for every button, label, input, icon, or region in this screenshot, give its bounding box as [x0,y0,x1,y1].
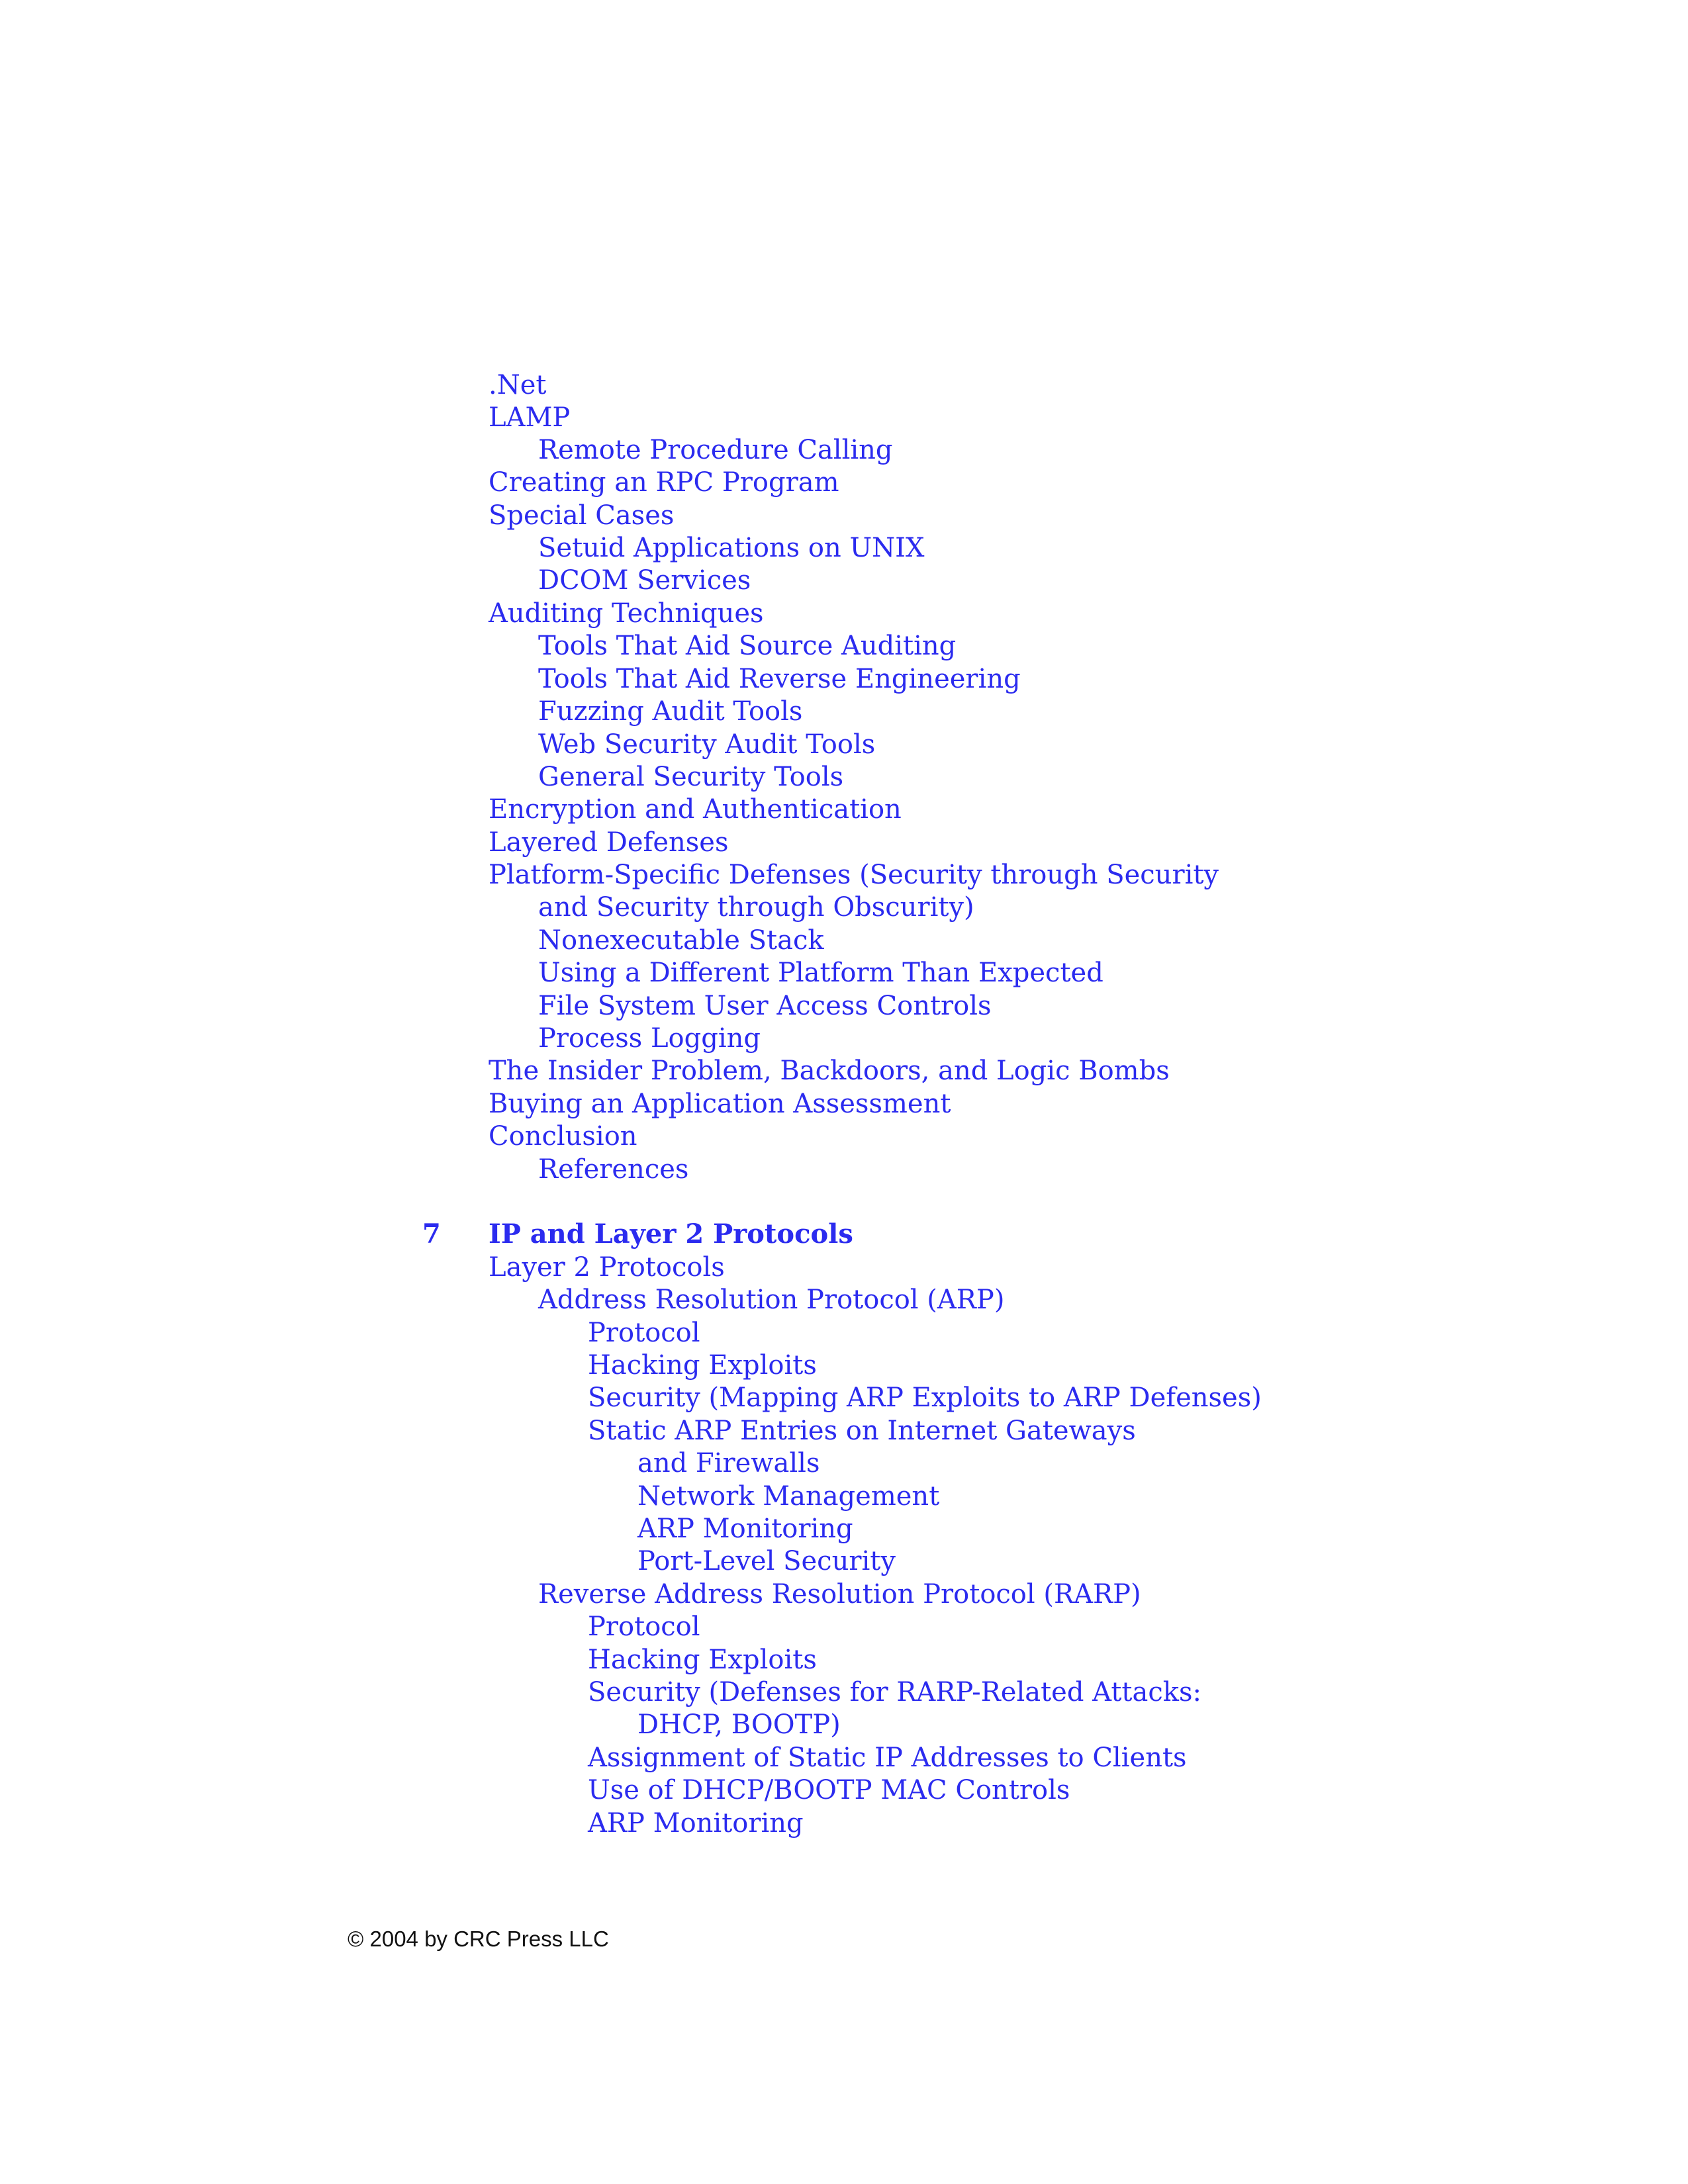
toc-entry[interactable]: Layered Defenses [489,827,729,858]
toc-entry[interactable]: .Net [489,370,547,400]
toc-entry[interactable]: LAMP [489,402,571,433]
chapter-number: 7 [422,1218,441,1250]
toc-entry[interactable]: Auditing Techniques [489,598,764,629]
toc-entry[interactable]: Conclusion [489,1121,637,1152]
toc-entry[interactable]: Process Logging [538,1023,761,1054]
toc-entry[interactable]: Fuzzing Audit Tools [538,696,803,727]
toc-entry[interactable]: Protocol [588,1318,700,1348]
toc-entry[interactable]: Network Management [637,1481,940,1512]
toc-entry[interactable]: Encryption and Authentication [489,794,902,825]
toc-entry[interactable]: Protocol [588,1612,700,1642]
toc-entry[interactable]: General Security Tools [538,762,844,792]
toc-entry[interactable]: and Firewalls [637,1448,820,1479]
toc-entry[interactable]: Web Security Audit Tools [538,729,876,760]
toc-entry[interactable]: Nonexecutable Stack [538,925,824,956]
copyright-footer: © 2004 by CRC Press LLC [348,1927,609,1951]
toc-entry[interactable]: Address Resolution Protocol (ARP) [538,1285,1005,1315]
toc-entry[interactable]: DHCP, BOOTP) [637,1709,841,1740]
toc-entry[interactable]: The Insider Problem, Backdoors, and Logic Bombs [489,1056,1170,1086]
chapter-title[interactable]: IP and Layer 2 Protocols [489,1218,853,1250]
toc-entry[interactable]: Creating an RPC Program [489,467,839,498]
toc-entry[interactable]: Remote Procedure Calling [538,435,893,465]
toc-entry[interactable]: File System User Access Controls [538,991,992,1021]
toc-entry[interactable]: Tools That Aid Source Auditing [538,631,957,661]
toc-entry[interactable]: Setuid Applications on UNIX [538,533,925,563]
toc-entry[interactable]: Using a Different Platform Than Expected [538,958,1103,988]
toc-entry[interactable]: Layer 2 Protocols [489,1252,725,1283]
toc-entry[interactable]: ARP Monitoring [588,1808,804,1839]
toc-entry[interactable]: Use of DHCP/BOOTP MAC Controls [588,1775,1070,1805]
toc-entry[interactable]: Platform-Specific Defenses (Security through Security [489,860,1219,890]
toc-entry[interactable]: Hacking Exploits [588,1645,817,1675]
toc-entry[interactable]: Reverse Address Resolution Protocol (RARP) [538,1579,1141,1610]
toc-entry[interactable]: Tools That Aid Reverse Engineering [538,664,1021,694]
toc-entry[interactable]: and Security through Obscurity) [538,892,974,923]
toc-entry[interactable]: Special Cases [489,500,675,531]
toc-entry[interactable]: DCOM Services [538,565,751,596]
toc-entry[interactable]: Buying an Application Assessment [489,1089,951,1119]
toc-entry[interactable]: Security (Defenses for RARP-Related Attacks: [588,1677,1201,1707]
toc-entry[interactable]: Security (Mapping ARP Exploits to ARP Defenses) [588,1383,1262,1413]
toc-entry[interactable]: Assignment of Static IP Addresses to Clients [588,1743,1187,1773]
toc-entry[interactable]: References [538,1154,689,1185]
toc-entry[interactable]: Hacking Exploits [588,1350,817,1381]
toc-entry[interactable]: Static ARP Entries on Internet Gateways [588,1416,1136,1446]
toc-entry[interactable]: Port-Level Security [637,1546,896,1576]
toc-entry[interactable]: ARP Monitoring [637,1514,853,1544]
